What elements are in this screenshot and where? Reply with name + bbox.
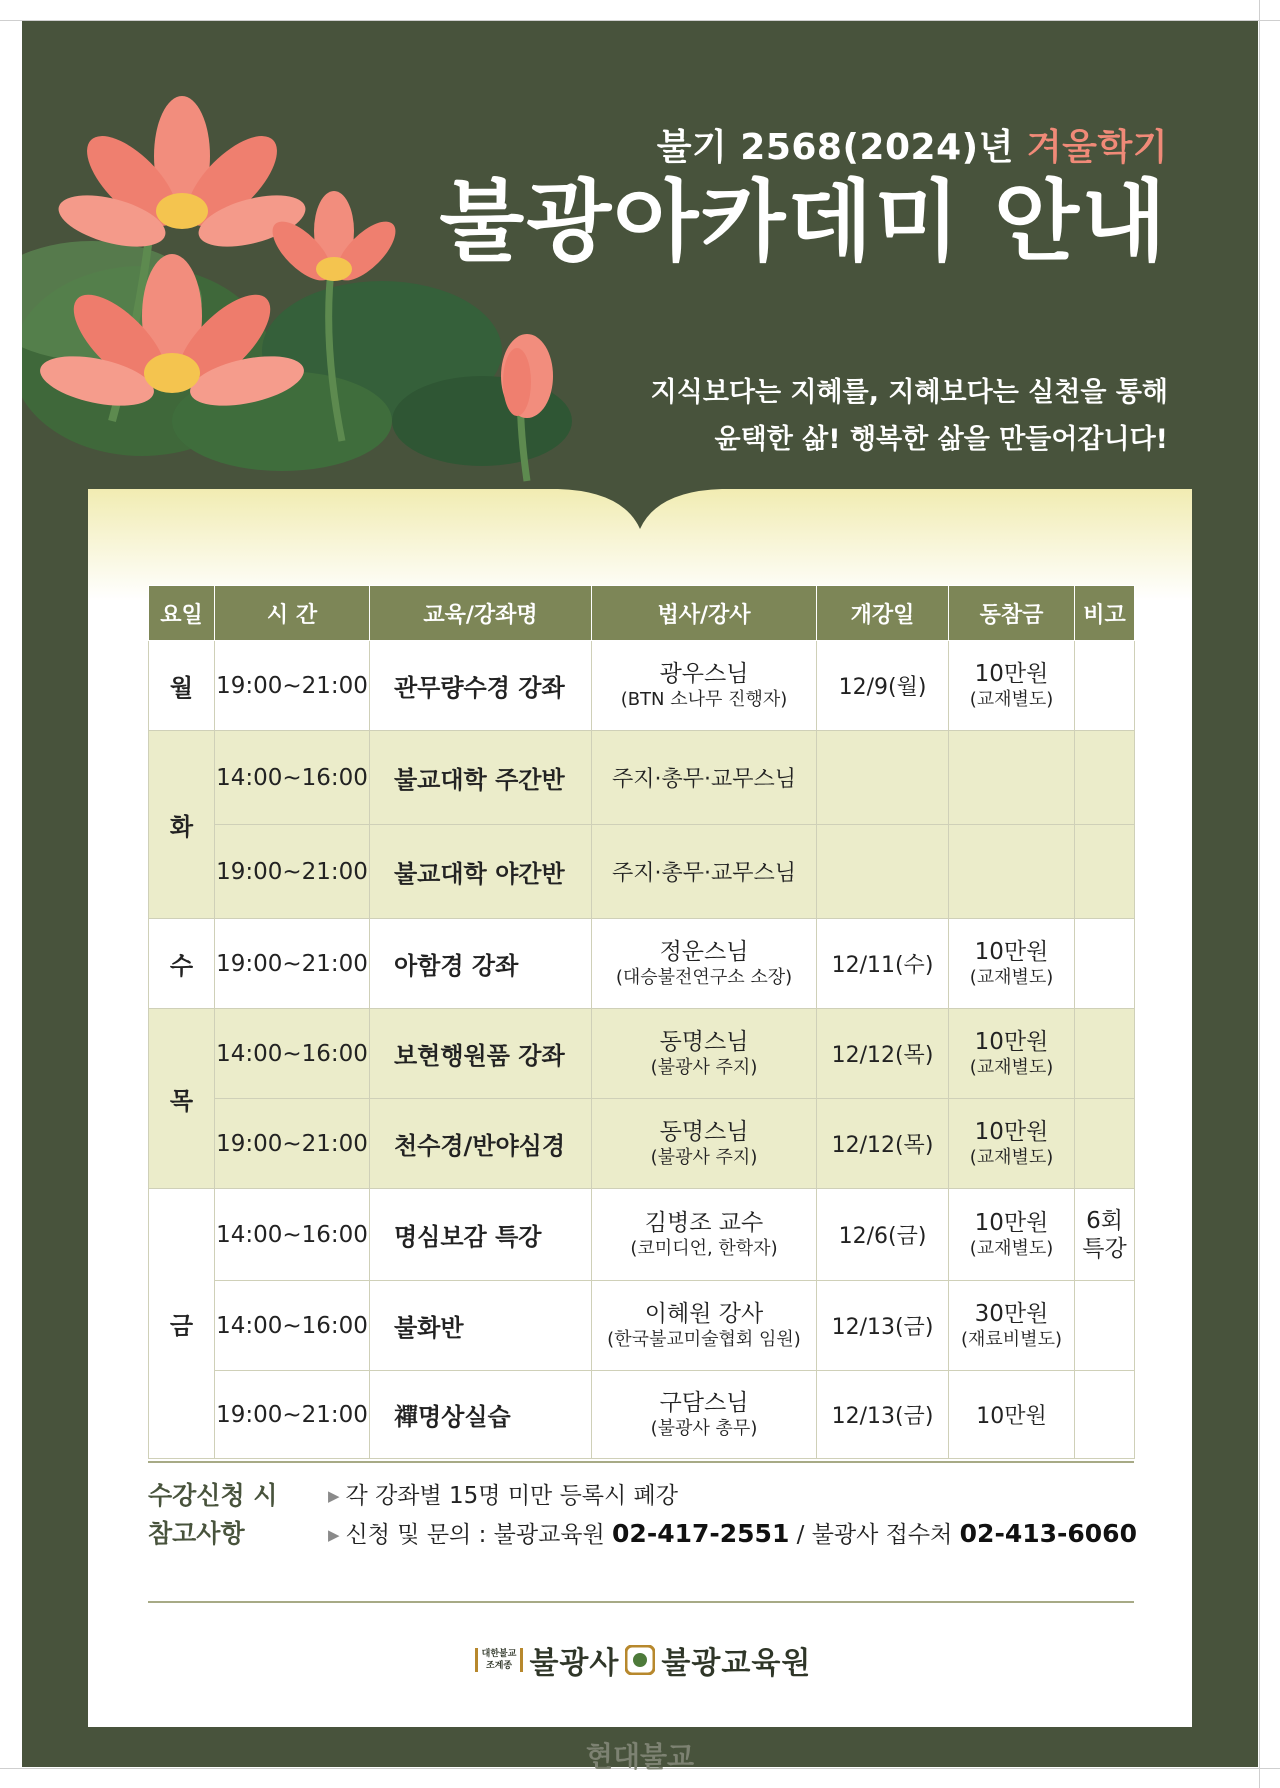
fee-note: (교재별도) bbox=[969, 966, 1054, 988]
day-cell: 금 bbox=[149, 1189, 215, 1459]
remark-line-2: 특강 bbox=[1082, 1235, 1127, 1262]
watermark: 현대불교 bbox=[585, 1740, 695, 1773]
course-cell: 관무량수경 강좌 bbox=[370, 641, 592, 731]
remark-cell bbox=[1075, 641, 1135, 731]
time-cell: 19:00~21:00 bbox=[215, 1099, 370, 1189]
notes-title-line-1: 수강신청 시 bbox=[148, 1481, 278, 1510]
order-label-line-2: 조계종 bbox=[486, 1661, 513, 1671]
teacher-note: (대승불전연구소 소장) bbox=[615, 966, 793, 988]
note-contact-prefix: 신청 및 문의 : 불광교육원 bbox=[345, 1522, 613, 1548]
fee-note: (교재별도) bbox=[969, 1237, 1054, 1259]
day-cell: 수 bbox=[149, 919, 215, 1009]
course-cell: 불교대학 주간반 bbox=[370, 731, 592, 825]
time-cell: 19:00~21:00 bbox=[215, 641, 370, 731]
remark-cell bbox=[1075, 1371, 1135, 1459]
time-cell: 19:00~21:00 bbox=[215, 919, 370, 1009]
teacher-name: 광우스님 bbox=[659, 660, 749, 687]
table-row bbox=[149, 1009, 1135, 1099]
remark-cell bbox=[1075, 731, 1135, 825]
header-time: 시 간 bbox=[215, 586, 370, 641]
footer-logo bbox=[88, 1638, 1192, 1682]
fee-amount: 30만원 bbox=[974, 1300, 1049, 1327]
time-cell: 14:00~16:00 bbox=[215, 1009, 370, 1099]
fee-amount: 10만원 bbox=[974, 1028, 1049, 1055]
schedule-table-wrap bbox=[148, 585, 1134, 1459]
time-cell: 14:00~16:00 bbox=[215, 1281, 370, 1371]
fee-cell bbox=[949, 731, 1075, 825]
fee-amount: 10만원 bbox=[974, 1118, 1049, 1145]
teacher-name: 동명스님 bbox=[659, 1118, 749, 1145]
header-remark: 비고 bbox=[1075, 586, 1135, 641]
fee-cell: 10만원 bbox=[949, 1371, 1075, 1459]
semester-title bbox=[439, 119, 1168, 170]
bullet-triangle-icon: ▶ bbox=[328, 1487, 340, 1505]
course-cell: 보현행원품 강좌 bbox=[370, 1009, 592, 1099]
header-teacher: 법사/강사 bbox=[592, 586, 817, 641]
header-fee: 동참금 bbox=[949, 586, 1075, 641]
start-date-cell bbox=[817, 825, 949, 919]
note-contact-mid: / 불광사 접수처 bbox=[789, 1522, 960, 1548]
remark-cell bbox=[1075, 1099, 1135, 1189]
crop-mark-right bbox=[1259, 0, 1260, 1788]
start-date-cell: 12/13(금) bbox=[817, 1281, 949, 1371]
remark-line-1: 6회 bbox=[1086, 1207, 1123, 1234]
teacher-note: (불광사 총무) bbox=[650, 1417, 758, 1439]
remark-cell bbox=[1075, 1281, 1135, 1371]
table-row bbox=[149, 919, 1135, 1009]
notes-title bbox=[148, 1477, 277, 1553]
table-header-row bbox=[149, 586, 1135, 641]
header-day: 요일 bbox=[149, 586, 215, 641]
fee-cell bbox=[949, 641, 1075, 731]
table-row bbox=[149, 1371, 1135, 1459]
teacher-cell bbox=[592, 1281, 817, 1371]
start-date-cell: 12/12(목) bbox=[817, 1099, 949, 1189]
fee-amount: 10만원 bbox=[974, 660, 1049, 687]
remark-cell bbox=[1075, 1009, 1135, 1099]
fee-cell bbox=[949, 1189, 1075, 1281]
course-cell: 禪명상실습 bbox=[370, 1371, 592, 1459]
teacher-name: 동명스님 bbox=[659, 1028, 749, 1055]
time-cell: 19:00~21:00 bbox=[215, 1371, 370, 1459]
start-date-cell: 12/12(목) bbox=[817, 1009, 949, 1099]
start-date-cell: 12/11(수) bbox=[817, 919, 949, 1009]
teacher-cell bbox=[592, 1189, 817, 1281]
fee-note: (교재별도) bbox=[969, 1056, 1054, 1078]
remark-cell bbox=[1075, 1189, 1135, 1281]
header-course: 교육/강좌명 bbox=[370, 586, 592, 641]
fee-note: (재료비별도) bbox=[961, 1328, 1062, 1350]
course-cell: 천수경/반야심경 bbox=[370, 1099, 592, 1189]
start-date-cell bbox=[817, 731, 949, 825]
temple-emblem-icon bbox=[625, 1645, 655, 1675]
notes-bottom-rule bbox=[148, 1601, 1134, 1603]
teacher-cell bbox=[592, 919, 817, 1009]
start-date-cell: 12/13(금) bbox=[817, 1371, 949, 1459]
fee-cell bbox=[949, 1009, 1075, 1099]
list-item bbox=[328, 1515, 1137, 1554]
table-row bbox=[149, 1099, 1135, 1189]
teacher-name: 정운스님 bbox=[659, 938, 749, 965]
poster bbox=[22, 21, 1258, 1767]
institute-name: 불광교육원 bbox=[661, 1646, 812, 1681]
teacher-note: (한국불교미술협회 임원) bbox=[607, 1328, 801, 1350]
semester-season: 겨울학기 bbox=[1026, 127, 1168, 168]
phone-institute: 02-417-2551 bbox=[612, 1519, 790, 1548]
fee-note: (교재별도) bbox=[969, 688, 1054, 710]
course-cell: 명심보감 특강 bbox=[370, 1189, 592, 1281]
teacher-name: 이혜원 강사 bbox=[644, 1300, 764, 1327]
table-row bbox=[149, 1281, 1135, 1371]
course-cell: 불교대학 야간반 bbox=[370, 825, 592, 919]
fee-cell bbox=[949, 1099, 1075, 1189]
teacher-cell bbox=[592, 1009, 817, 1099]
header-start-date: 개강일 bbox=[817, 586, 949, 641]
phone-temple: 02-413-6060 bbox=[959, 1519, 1137, 1548]
table-bottom-rule bbox=[148, 1461, 1134, 1463]
fee-note: (교재별도) bbox=[969, 1146, 1054, 1168]
teacher-note: (불광사 주지) bbox=[650, 1056, 758, 1078]
page-title: 불광아카데미 안내 bbox=[439, 170, 1168, 273]
teacher-cell bbox=[592, 641, 817, 731]
day-cell: 월 bbox=[149, 641, 215, 731]
teacher-note: (불광사 주지) bbox=[650, 1146, 758, 1168]
teacher-name: 김병조 교수 bbox=[644, 1209, 764, 1236]
fee-amount: 10만원 bbox=[974, 938, 1049, 965]
start-date-cell: 12/6(금) bbox=[817, 1189, 949, 1281]
temple-name: 불광사 bbox=[529, 1646, 620, 1681]
course-cell: 아함경 강좌 bbox=[370, 919, 592, 1009]
order-label-line-1: 대한불교 bbox=[481, 1649, 517, 1659]
slogan-line-1: 지식보다는 지혜를, 지혜보다는 실천을 통해 bbox=[650, 377, 1168, 408]
bullet-triangle-icon: ▶ bbox=[328, 1526, 340, 1544]
table-row bbox=[149, 1189, 1135, 1281]
fee-cell bbox=[949, 919, 1075, 1009]
poster-header bbox=[439, 119, 1168, 273]
notes-title-line-2: 참고사항 bbox=[148, 1519, 245, 1548]
day-cell: 목 bbox=[149, 1009, 215, 1189]
teacher-name: 구담스님 bbox=[659, 1389, 749, 1416]
teacher-note: (코미디언, 한학자) bbox=[630, 1237, 778, 1259]
fee-cell bbox=[949, 825, 1075, 919]
schedule-card bbox=[88, 489, 1192, 1727]
slogan bbox=[651, 369, 1168, 463]
list-item bbox=[328, 1477, 1137, 1515]
slogan-line-2: 윤택한 삶! 행복한 삶을 만들어갑니다! bbox=[714, 424, 1168, 455]
order-label bbox=[475, 1648, 524, 1672]
time-cell: 19:00~21:00 bbox=[215, 825, 370, 919]
day-cell: 화 bbox=[149, 731, 215, 919]
semester-year: 불기 2568(2024)년 bbox=[656, 127, 1027, 168]
fee-amount: 10만원 bbox=[974, 1209, 1049, 1236]
teacher-cell bbox=[592, 1099, 817, 1189]
teacher-note: (BTN 소나무 진행자) bbox=[620, 688, 788, 710]
table-row bbox=[149, 825, 1135, 919]
note-closing-rule: 각 강좌별 15명 미만 등록시 폐강 bbox=[345, 1483, 678, 1509]
time-cell: 14:00~16:00 bbox=[215, 731, 370, 825]
start-date-cell: 12/9(월) bbox=[817, 641, 949, 731]
teacher-cell bbox=[592, 1371, 817, 1459]
teacher-cell: 주지·총무·교무스님 bbox=[592, 825, 817, 919]
fee-cell bbox=[949, 1281, 1075, 1371]
notes-list bbox=[328, 1477, 1137, 1554]
remark-cell bbox=[1075, 825, 1135, 919]
course-cell: 불화반 bbox=[370, 1281, 592, 1371]
schedule-table bbox=[148, 585, 1135, 1459]
table-row bbox=[149, 731, 1135, 825]
time-cell: 14:00~16:00 bbox=[215, 1189, 370, 1281]
remark-cell bbox=[1075, 919, 1135, 1009]
table-row bbox=[149, 641, 1135, 731]
teacher-cell: 주지·총무·교무스님 bbox=[592, 731, 817, 825]
